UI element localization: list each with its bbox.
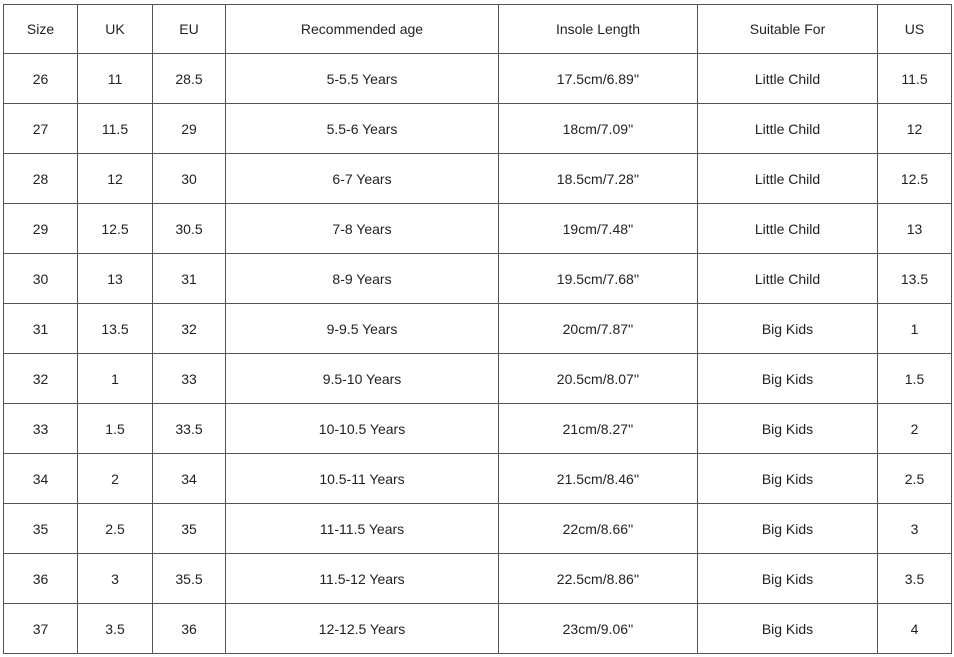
- cell-recommended-age: 8-9 Years: [226, 254, 499, 304]
- table-row: [4, 254, 952, 304]
- cell-size: 33: [4, 404, 78, 454]
- cell-us: 12.5: [878, 154, 952, 204]
- table-header: [4, 5, 952, 54]
- header-row: [4, 5, 952, 54]
- cell-uk: 2: [78, 454, 153, 504]
- cell-insole-length: 19cm/7.48'': [499, 204, 698, 254]
- table-row: [4, 204, 952, 254]
- cell-us: 3.5: [878, 554, 952, 604]
- table-row: [4, 404, 952, 454]
- cell-size: 30: [4, 254, 78, 304]
- cell-eu: 30: [153, 154, 226, 204]
- cell-us: 1: [878, 304, 952, 354]
- cell-insole-length: 21.5cm/8.46'': [499, 454, 698, 504]
- cell-uk: 1: [78, 354, 153, 404]
- cell-size: 27: [4, 104, 78, 154]
- cell-recommended-age: 9-9.5 Years: [226, 304, 499, 354]
- cell-uk: 2.5: [78, 504, 153, 554]
- cell-size: 36: [4, 554, 78, 604]
- cell-insole-length: 23cm/9.06'': [499, 604, 698, 654]
- cell-suitable-for: Little Child: [698, 204, 878, 254]
- cell-eu: 28.5: [153, 54, 226, 104]
- cell-recommended-age: 10-10.5 Years: [226, 404, 499, 454]
- cell-insole-length: 17.5cm/6.89'': [499, 54, 698, 104]
- cell-recommended-age: 5.5-6 Years: [226, 104, 499, 154]
- cell-suitable-for: Big Kids: [698, 604, 878, 654]
- cell-suitable-for: Big Kids: [698, 504, 878, 554]
- header-eu: EU: [153, 5, 226, 54]
- cell-insole-length: 20cm/7.87'': [499, 304, 698, 354]
- table-row: [4, 604, 952, 654]
- cell-us: 13: [878, 204, 952, 254]
- cell-recommended-age: 7-8 Years: [226, 204, 499, 254]
- cell-size: 37: [4, 604, 78, 654]
- table-row: [4, 304, 952, 354]
- cell-suitable-for: Big Kids: [698, 454, 878, 504]
- cell-eu: 34: [153, 454, 226, 504]
- cell-recommended-age: 12-12.5 Years: [226, 604, 499, 654]
- cell-size: 35: [4, 504, 78, 554]
- cell-eu: 35: [153, 504, 226, 554]
- header-recommended-age: Recommended age: [226, 5, 499, 54]
- cell-eu: 32: [153, 304, 226, 354]
- cell-eu: 31: [153, 254, 226, 304]
- cell-size: 28: [4, 154, 78, 204]
- cell-eu: 35.5: [153, 554, 226, 604]
- table-row: [4, 104, 952, 154]
- header-us: US: [878, 5, 952, 54]
- cell-suitable-for: Little Child: [698, 104, 878, 154]
- table-row: [4, 504, 952, 554]
- cell-recommended-age: 11.5-12 Years: [226, 554, 499, 604]
- cell-suitable-for: Big Kids: [698, 404, 878, 454]
- cell-recommended-age: 11-11.5 Years: [226, 504, 499, 554]
- cell-recommended-age: 5-5.5 Years: [226, 54, 499, 104]
- cell-uk: 12.5: [78, 204, 153, 254]
- cell-insole-length: 18cm/7.09'': [499, 104, 698, 154]
- cell-us: 1.5: [878, 354, 952, 404]
- cell-us: 3: [878, 504, 952, 554]
- cell-insole-length: 20.5cm/8.07'': [499, 354, 698, 404]
- cell-eu: 30.5: [153, 204, 226, 254]
- cell-suitable-for: Little Child: [698, 54, 878, 104]
- table-row: [4, 354, 952, 404]
- cell-recommended-age: 10.5-11 Years: [226, 454, 499, 504]
- cell-uk: 11: [78, 54, 153, 104]
- table-body: [4, 54, 952, 654]
- cell-eu: 29: [153, 104, 226, 154]
- cell-recommended-age: 6-7 Years: [226, 154, 499, 204]
- cell-insole-length: 21cm/8.27'': [499, 404, 698, 454]
- table-row: [4, 454, 952, 504]
- header-insole-length: Insole Length: [499, 5, 698, 54]
- cell-uk: 11.5: [78, 104, 153, 154]
- cell-us: 2.5: [878, 454, 952, 504]
- size-chart-table: [3, 4, 952, 654]
- cell-us: 12: [878, 104, 952, 154]
- table-row: [4, 54, 952, 104]
- cell-uk: 12: [78, 154, 153, 204]
- cell-recommended-age: 9.5-10 Years: [226, 354, 499, 404]
- cell-size: 29: [4, 204, 78, 254]
- cell-suitable-for: Big Kids: [698, 354, 878, 404]
- cell-suitable-for: Big Kids: [698, 554, 878, 604]
- cell-uk: 1.5: [78, 404, 153, 454]
- cell-insole-length: 19.5cm/7.68'': [499, 254, 698, 304]
- table-row: [4, 154, 952, 204]
- cell-size: 32: [4, 354, 78, 404]
- cell-insole-length: 22cm/8.66'': [499, 504, 698, 554]
- cell-us: 13.5: [878, 254, 952, 304]
- cell-uk: 13: [78, 254, 153, 304]
- cell-uk: 3.5: [78, 604, 153, 654]
- cell-insole-length: 22.5cm/8.86'': [499, 554, 698, 604]
- cell-size: 31: [4, 304, 78, 354]
- header-uk: UK: [78, 5, 153, 54]
- cell-size: 34: [4, 454, 78, 504]
- cell-eu: 33.5: [153, 404, 226, 454]
- cell-suitable-for: Little Child: [698, 154, 878, 204]
- cell-us: 4: [878, 604, 952, 654]
- cell-us: 11.5: [878, 54, 952, 104]
- header-suitable-for: Suitable For: [698, 5, 878, 54]
- cell-uk: 13.5: [78, 304, 153, 354]
- cell-eu: 36: [153, 604, 226, 654]
- header-size: Size: [4, 5, 78, 54]
- cell-us: 2: [878, 404, 952, 454]
- cell-size: 26: [4, 54, 78, 104]
- cell-suitable-for: Big Kids: [698, 304, 878, 354]
- cell-suitable-for: Little Child: [698, 254, 878, 304]
- cell-eu: 33: [153, 354, 226, 404]
- table-row: [4, 554, 952, 604]
- cell-uk: 3: [78, 554, 153, 604]
- cell-insole-length: 18.5cm/7.28'': [499, 154, 698, 204]
